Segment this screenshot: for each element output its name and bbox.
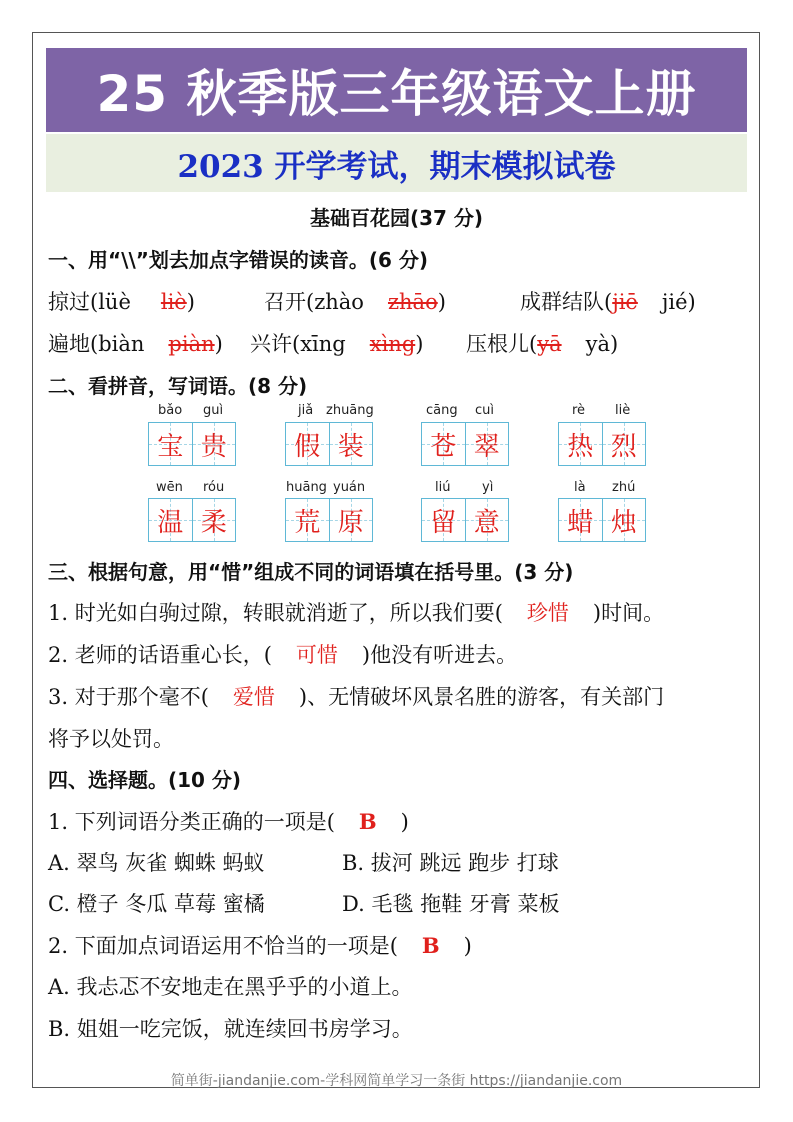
pinyin: jiǎ: [298, 403, 314, 418]
word-box-7: [421, 498, 509, 542]
struck-reading: piàn: [168, 332, 215, 356]
word-box-5: [148, 498, 236, 542]
pinyin: cāng: [426, 403, 458, 418]
q1-item-5: 兴许(xīng xìng): [250, 332, 424, 356]
pinyin: guì: [203, 403, 224, 418]
pinyin: róu: [203, 480, 225, 495]
char-cell: 意: [465, 499, 509, 541]
q3-heading: 三、根据句意，用“惜”组成不同的词语填在括号里。(3 分): [48, 560, 574, 584]
pinyin: huāng: [286, 480, 327, 495]
struck-reading: liè: [160, 290, 187, 314]
q3-sentence-1: 1. 时光如白驹过隙，转眼就消逝了，所以我们要( 珍惜 )时间。: [48, 601, 665, 625]
answer: 珍惜: [526, 601, 569, 625]
q2-heading: 二、看拼音，写词语。(8 分): [48, 374, 308, 398]
pinyin: rè: [572, 403, 586, 418]
char-cell: 原: [329, 499, 373, 541]
page-title: 25 秋季版三年级语文上册: [96, 65, 697, 123]
char-cell: 荒: [286, 499, 329, 541]
word-box-6: [285, 498, 373, 542]
pinyin: yuán: [333, 480, 366, 495]
char-cell: 翠: [465, 423, 509, 465]
char-cell: 宝: [149, 423, 192, 465]
q1-item-3: 成群结队(jiē jié): [520, 290, 696, 314]
q3-sentence-3-cont: 将予以处罚。: [48, 727, 174, 751]
pinyin: zhú: [612, 480, 636, 495]
answer: B: [421, 933, 440, 958]
q3-sentence-2: 2. 老师的话语重心长，( 可惜 )他没有听进去。: [48, 643, 518, 667]
q4-option-c: C. 橙子 冬瓜 草莓 蜜橘: [48, 892, 265, 916]
pinyin: zhuāng: [326, 403, 374, 418]
footer-watermark: 简单街-jiandanjie.com-学科网简单学习一条街 https://jiandanjie.com: [170, 1073, 623, 1089]
q1-heading: 一、用“\\”划去加点字错误的读音。(6 分): [48, 248, 429, 272]
page-subtitle: 2023 开学考试，期末模拟试卷: [177, 148, 616, 185]
title-banner: [46, 48, 747, 132]
answer: 爱惜: [232, 685, 275, 709]
struck-reading: jiē: [612, 290, 638, 314]
char-cell: 温: [149, 499, 192, 541]
word-box-4: [558, 422, 646, 466]
q4-item-1: 1. 下列词语分类正确的一项是( B ): [48, 809, 409, 834]
struck-reading: zhāo: [387, 290, 438, 314]
q4-item-2-option-a: A. 我忐忑不安地走在黑乎乎的小道上。: [48, 975, 413, 999]
q4-option-d: D. 毛毯 拖鞋 牙膏 菜板: [342, 892, 560, 916]
word-box-8: [558, 498, 646, 542]
pinyin: là: [574, 480, 586, 495]
answer: B: [358, 809, 377, 834]
q4-item-2-option-b: B. 姐姐一吃完饭，就连续回书房学习。: [48, 1017, 413, 1041]
struck-reading: xìng: [369, 332, 416, 356]
char-cell: 烈: [602, 423, 646, 465]
q4-item-2: 2. 下面加点词语运用不恰当的一项是( B ): [48, 933, 472, 958]
char-cell: 柔: [192, 499, 236, 541]
q1-item-1: 掠过(lüè liè): [48, 290, 195, 314]
pinyin: wēn: [156, 480, 183, 495]
char-cell: 装: [329, 423, 373, 465]
char-cell: 假: [286, 423, 329, 465]
q1-row-1: [48, 286, 748, 314]
q1-item-4: 遍地(biàn piàn): [48, 332, 223, 356]
subtitle-banner: [46, 134, 747, 192]
q1-row-2: [48, 328, 748, 356]
struck-reading: yā: [537, 332, 562, 356]
answer: 可惜: [295, 643, 338, 667]
char-cell: 热: [559, 423, 602, 465]
pinyin: liú: [435, 480, 451, 495]
q4-option-b: B. 拔河 跳远 跑步 打球: [342, 851, 559, 875]
pinyin: cuì: [475, 403, 494, 418]
pinyin: liè: [615, 403, 631, 418]
pinyin: bǎo: [158, 403, 183, 418]
q4-option-a: A. 翠鸟 灰雀 蜘蛛 蚂蚁: [48, 851, 265, 875]
word-box-1: [148, 422, 236, 466]
q1-item-2: 召开(zhào zhāo): [264, 290, 446, 314]
char-cell: 烛: [602, 499, 646, 541]
q4-heading: 四、选择题。(10 分): [48, 768, 242, 792]
word-box-2: [285, 422, 373, 466]
q3-sentence-3: 3. 对于那个毫不( 爱惜 )、无情破坏风景名胜的游客，有关部门: [48, 685, 665, 709]
char-cell: 贵: [192, 423, 236, 465]
char-cell: 苍: [422, 423, 465, 465]
pinyin: yì: [482, 480, 494, 495]
word-box-3: [421, 422, 509, 466]
char-cell: 留: [422, 499, 465, 541]
char-cell: 蜡: [559, 499, 602, 541]
q1-item-6: 压根儿(yā yà): [466, 332, 619, 356]
section-title: 基础百花园(37 分): [309, 206, 484, 230]
